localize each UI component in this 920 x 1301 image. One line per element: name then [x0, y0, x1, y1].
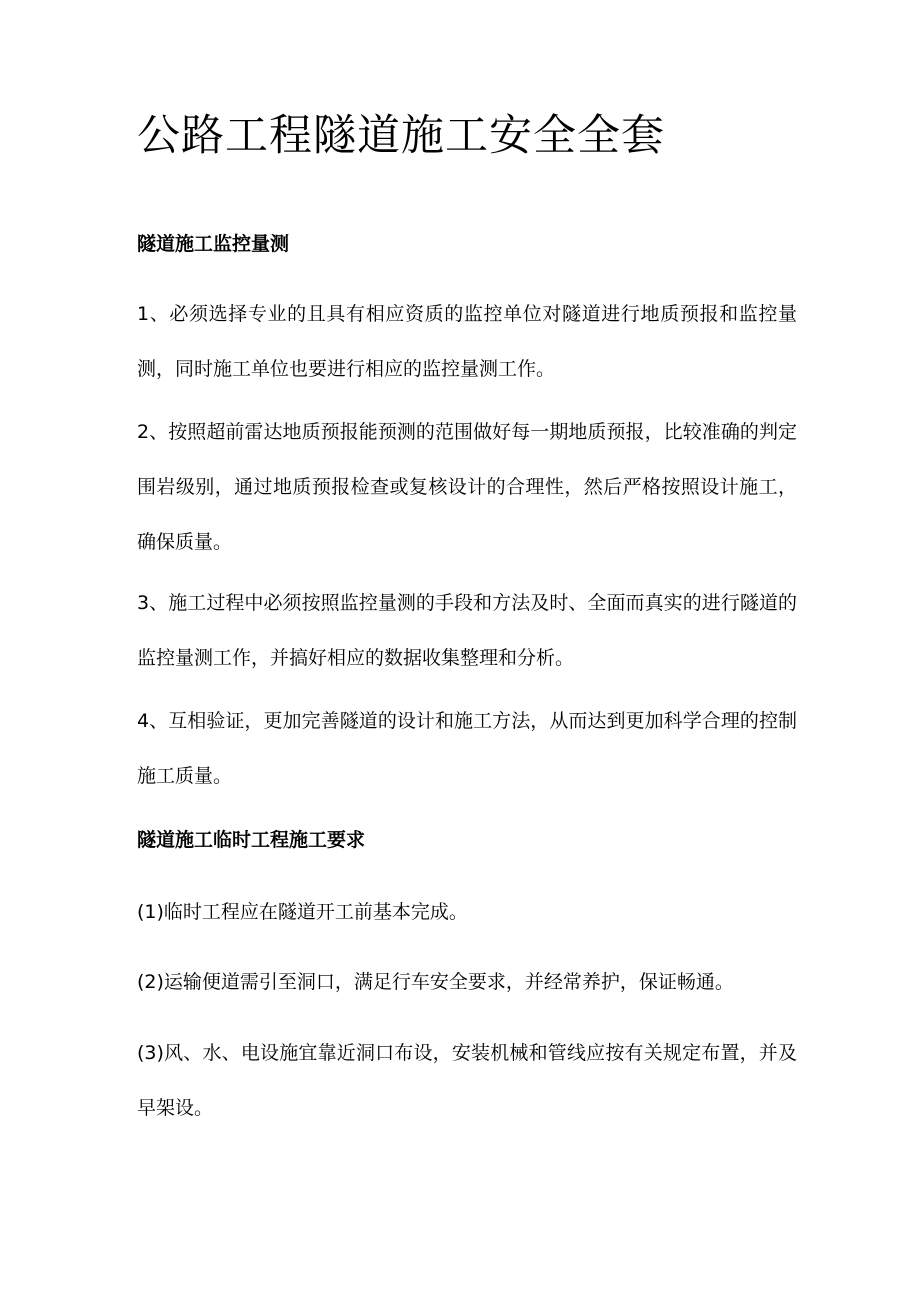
- paragraph: (1)临时工程应在隧道开工前基本完成。: [137, 901, 468, 923]
- paragraph: (2)运输便道需引至洞口，满足行车安全要求，并经常养护，保证畅通。: [137, 971, 734, 993]
- section-heading-temporary-works: 隧道施工临时工程施工要求: [137, 829, 366, 851]
- paragraph: 1、必须选择专业的且具有相应资质的监控单位对隧道进行地质预报和监控量测，同时施工单位也要进行相应的监控量测工作。: [137, 303, 797, 380]
- paragraph: 3、施工过程中必须按照监控量测的手段和方法及时、全面而真实的进行隧道的监控量测工作，并搞好相应的数据收集整理和分析。: [137, 592, 797, 669]
- paragraph: (3)风、水、电设施宜靠近洞口布设，安装机械和管线应按有关规定布置，并及早架设。: [137, 1042, 797, 1119]
- document-title: 公路工程隧道施工安全全套: [137, 111, 665, 161]
- section-heading-monitoring: 隧道施工监控量测: [137, 233, 290, 255]
- paragraph: 4、互相验证，更加完善隧道的设计和施工方法，从而达到更加科学合理的控制施工质量。: [137, 710, 797, 787]
- paragraph: 2、按照超前雷达地质预报能预测的范围做好每一期地质预报，比较准确的判定围岩级别，通过地质预报检查或复核设计的合理性，然后严格按照设计施工，确保质量。: [137, 421, 797, 553]
